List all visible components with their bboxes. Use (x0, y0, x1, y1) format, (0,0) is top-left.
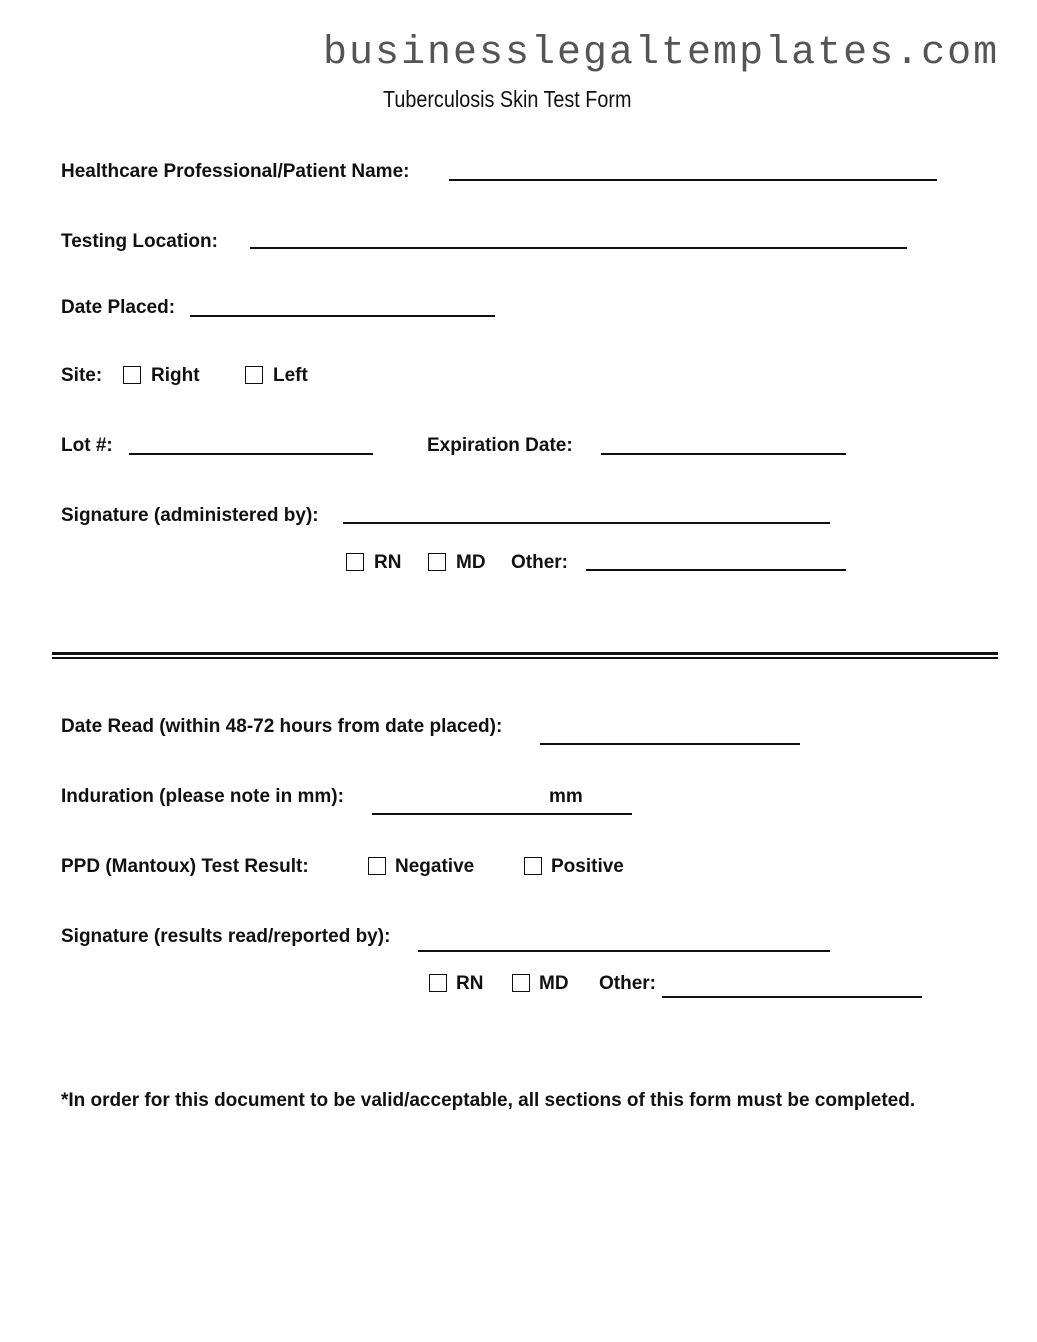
expiration-date-field[interactable] (601, 453, 846, 455)
date-read-label: Date Read (within 48-72 hours from date placed): (61, 716, 503, 737)
date-placed-field[interactable] (190, 315, 495, 317)
site-right-checkbox[interactable] (123, 366, 141, 384)
reported-other-label: Other: (599, 973, 656, 994)
reported-other-field[interactable] (662, 996, 922, 998)
reported-rn-label: RN (456, 973, 484, 994)
lot-number-label: Lot #: (61, 435, 113, 456)
date-placed-label: Date Placed: (61, 297, 176, 318)
administered-rn-checkbox[interactable] (346, 553, 364, 571)
site-right-label: Right (151, 365, 200, 386)
result-negative-label: Negative (395, 856, 475, 877)
date-read-field[interactable] (540, 743, 800, 745)
administered-md-checkbox[interactable] (428, 553, 446, 571)
reported-md-checkbox[interactable] (512, 974, 530, 992)
result-negative-checkbox[interactable] (368, 857, 386, 875)
reported-rn-checkbox[interactable] (429, 974, 447, 992)
lot-number-field[interactable] (129, 453, 373, 455)
form-title: Tuberculosis Skin Test Form (383, 86, 632, 112)
testing-location-label: Testing Location: (61, 231, 218, 252)
patient-name-label: Healthcare Professional/Patient Name: (61, 161, 410, 182)
induration-label: Induration (please note in mm): (61, 786, 344, 807)
result-positive-checkbox[interactable] (524, 857, 542, 875)
section-divider-top (52, 652, 998, 655)
test-result-label: PPD (Mantoux) Test Result: (61, 856, 309, 877)
induration-field[interactable] (372, 813, 632, 815)
section-divider-bottom (52, 657, 998, 659)
administered-signature-label: Signature (administered by): (61, 505, 319, 526)
reported-md-label: MD (539, 973, 569, 994)
site-label: Site: (61, 365, 103, 386)
administered-signature-field[interactable] (343, 522, 830, 524)
reported-signature-field[interactable] (418, 950, 830, 952)
administered-md-label: MD (456, 552, 486, 573)
induration-unit: mm (549, 786, 583, 807)
site-left-checkbox[interactable] (245, 366, 263, 384)
administered-other-label: Other: (511, 552, 568, 573)
expiration-date-label: Expiration Date: (427, 435, 573, 456)
testing-location-field[interactable] (250, 247, 907, 249)
administered-other-field[interactable] (586, 569, 846, 571)
watermark: businesslegaltemplates.com (323, 31, 1000, 76)
patient-name-field[interactable] (449, 179, 937, 181)
result-positive-label: Positive (551, 856, 624, 877)
site-left-label: Left (273, 365, 308, 386)
administered-rn-label: RN (374, 552, 402, 573)
completion-note: *In order for this document to be valid/acceptable, all sections of this form must be completed. (61, 1090, 916, 1111)
reported-signature-label: Signature (results read/reported by): (61, 926, 391, 947)
